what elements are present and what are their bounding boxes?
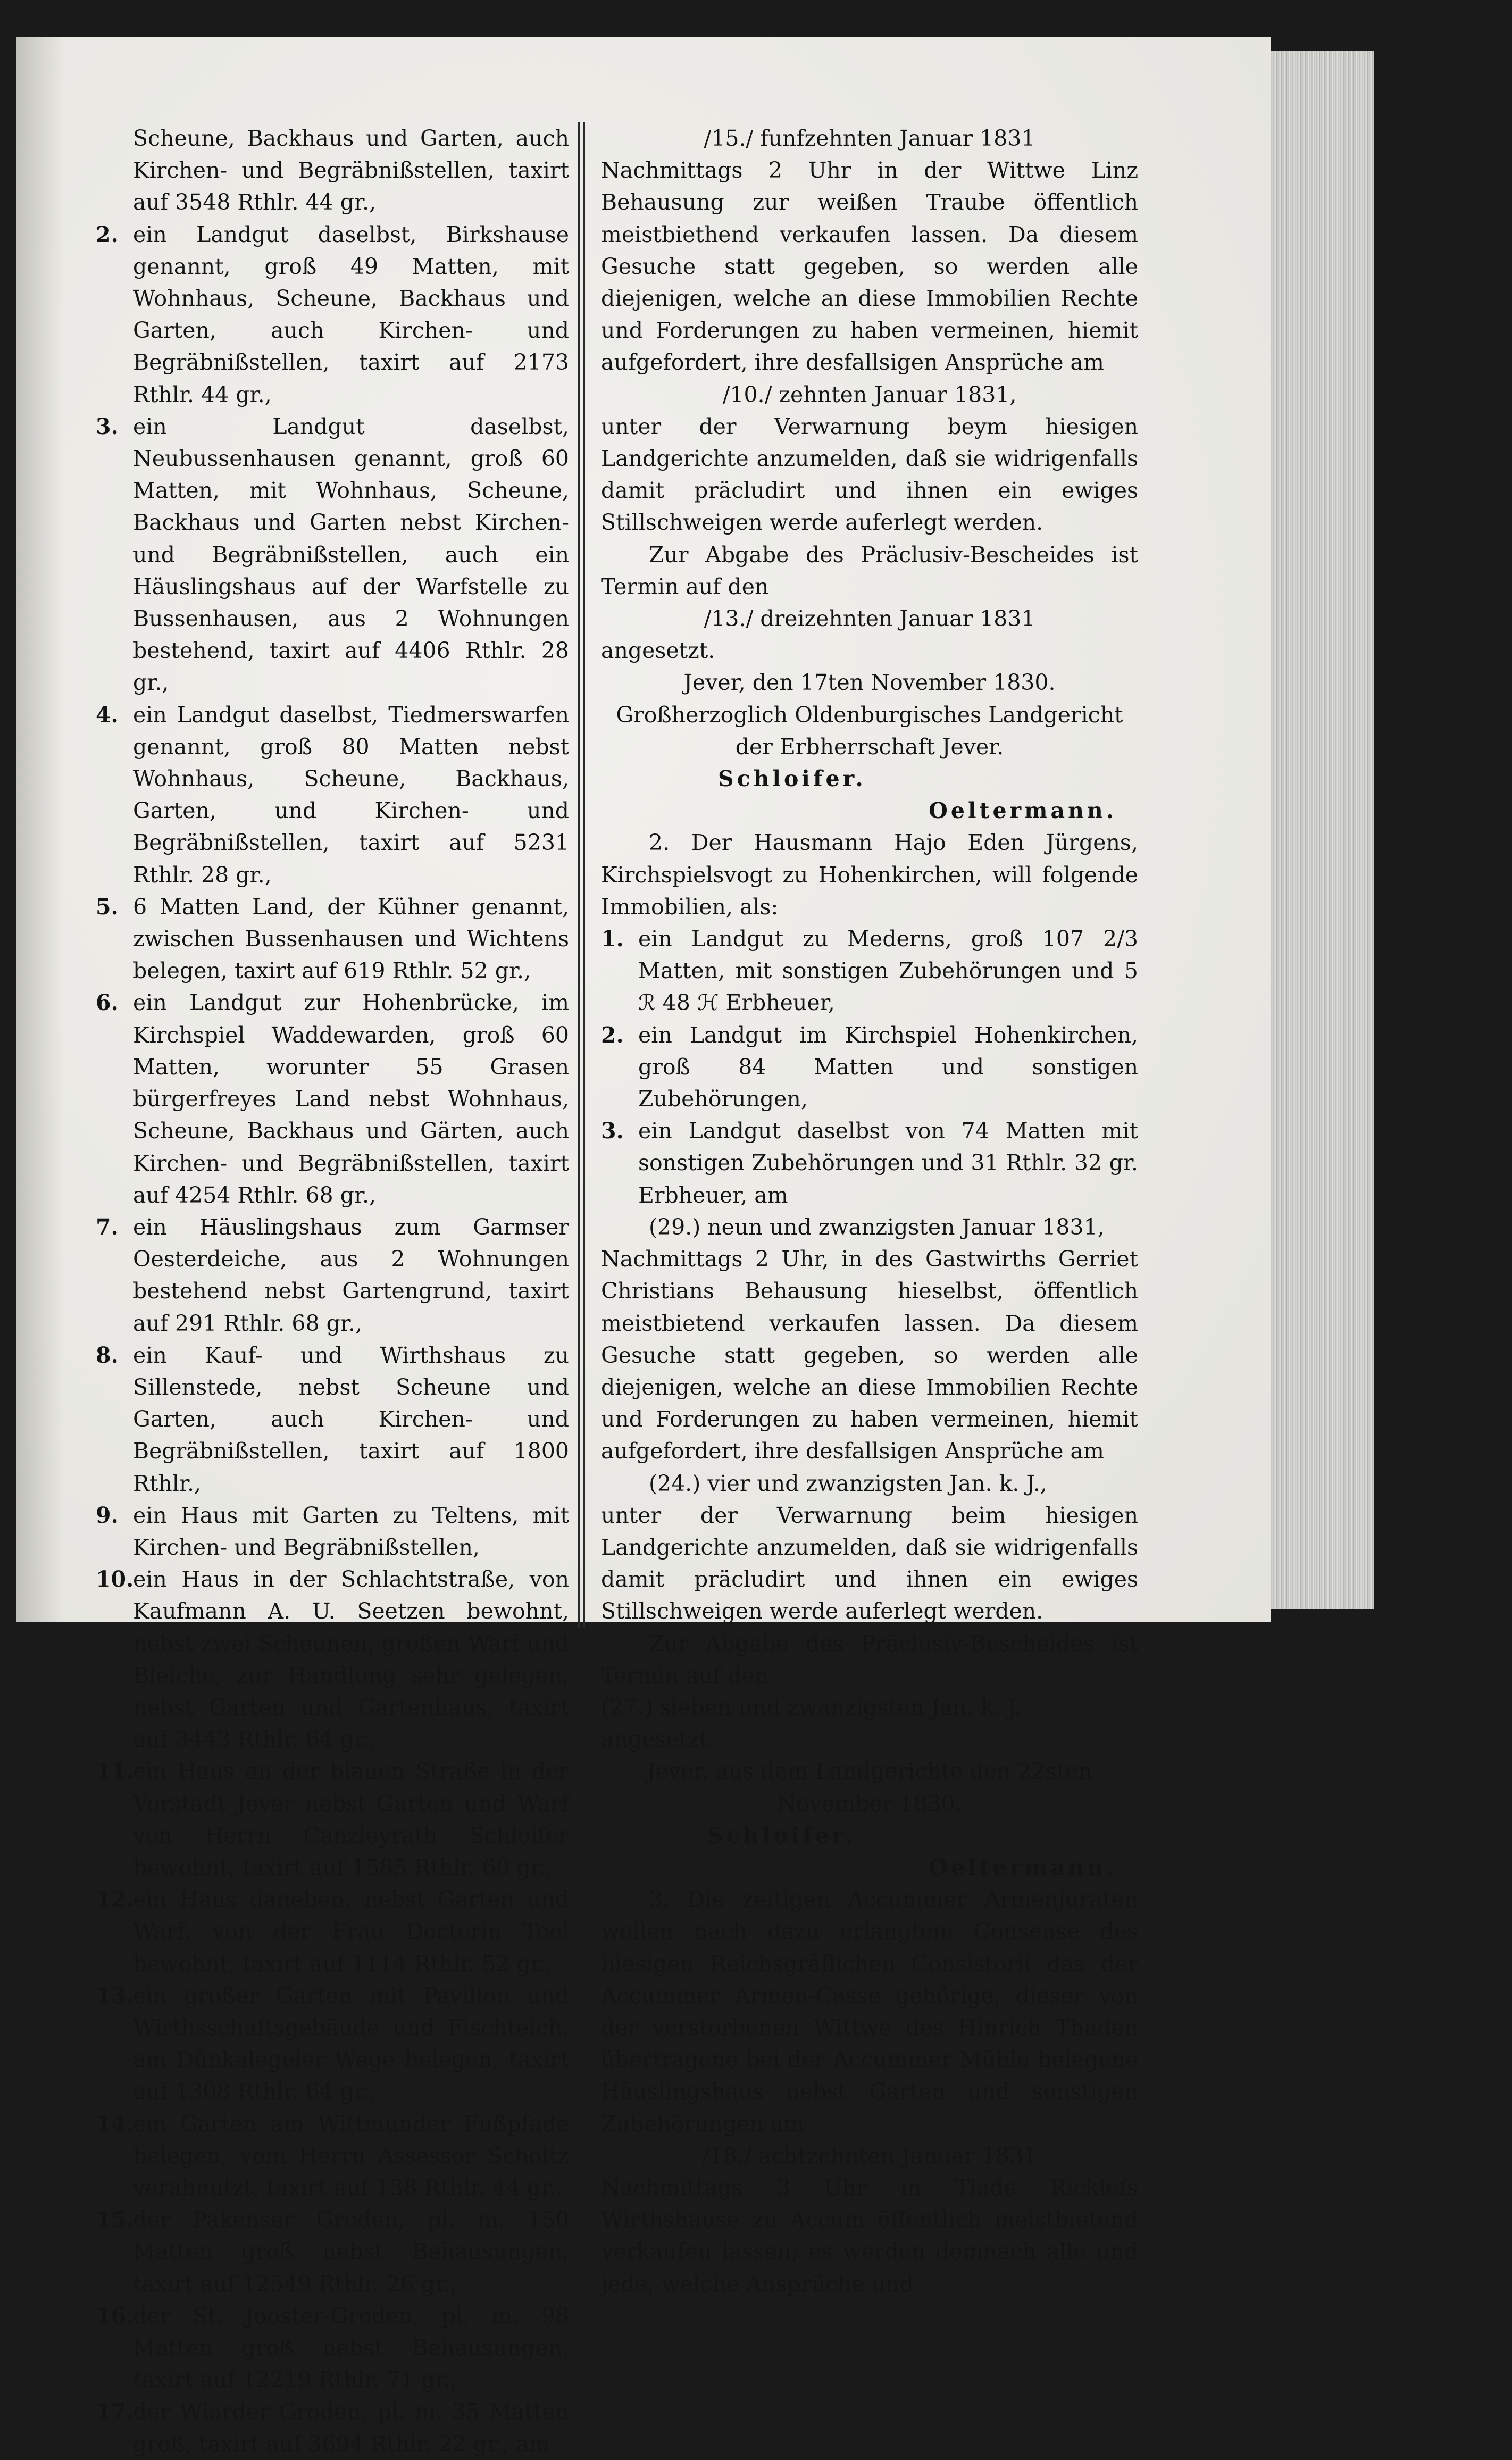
item-text: ein Landgut im Kirchspiel Hohenkirchen, groß 84 Matten und sonstigen Zubehörungen, (638, 1022, 1138, 1112)
list-item (96, 987, 569, 1211)
item-number: 4. (96, 702, 119, 728)
claim-date-2: (24.) vier und zwanzigsten Jan. k. J., (649, 1470, 1047, 1496)
item-text: der St. Jooster-Groden, pl. m. 98 Matten groß nebst Behausungen, taxirt auf 12219 Rthlr. 71 gr., (133, 2303, 569, 2393)
item-number: 10. (96, 1566, 134, 1592)
book-page-edges (1266, 51, 1374, 1609)
list-item (96, 2108, 569, 2204)
notice-paragraph-4: Nachmittags 2 Uhr, in des Gastwirths Gerriet Christians Behausung hieselbst, öffentlich meistbietend verkaufen lassen. Da diesem Gesuche statt gegeben, so werden alle diejenigen, welche an diese Immobilien Rechte und Forderungen zu haben vermeinen, hiemit aufgefordert, ihre desfallsigen Ansprüche am (601, 1246, 1138, 1464)
list-item (96, 219, 569, 411)
auction-date-1: /15./ funfzehnten Januar 1831 (704, 126, 1035, 151)
angesetzt-2: angesetzt. (601, 1727, 715, 1753)
place-date-1: Jever, den 17ten November 1830. (683, 670, 1056, 696)
left-item-list (96, 219, 569, 2460)
list-item (96, 2204, 569, 2300)
right-column (601, 122, 1138, 2300)
notice-paragraph-8: Nachmittags 3 Uhr in Tiade Ricklefs Wirthshause zu Accum öffentlich meistbietend verkaufen lassen; es werden demnach alle und jede, welche Ansprüche und (601, 2174, 1138, 2297)
item-text: der Wiarder Groden, pl. m. 35 Matten groß, taxirt auf 3694 Rthlr. 22 gr., am (133, 2399, 569, 2457)
item-text: ein Landgut daselbst, Tiedmerswarfen genannt, groß 80 Matten nebst Wohnhaus, Scheune, Backhaus, Garten, und Kirchen- und Begräbnißstellen, taxirt auf 5231 Rthlr. 28 gr., (133, 702, 569, 888)
item-text: ein Garten am Wittmunder Fußpfade belegen, vom Herrn Assessor Scholtz verabnutzt, taxirt auf 138 Rthlr. 44 gr., (133, 2111, 569, 2200)
list-item (601, 1115, 1138, 1211)
place-date-2: Jever, aus dem Landgerichte den 22sten November 1830. (647, 1758, 1092, 1816)
item-text: ein Kauf- und Wirthshaus zu Sillenstede, nebst Scheune und Garten, auch Kirchen- und Begräbnißstellen, taxirt auf 1800 Rthlr., (133, 1342, 569, 1496)
section-2-item-list (601, 923, 1138, 1211)
claim-date-1: /10./ zehnten Januar 1831, (722, 381, 1017, 407)
list-item (601, 1019, 1138, 1115)
list-item (96, 1211, 569, 1339)
list-item (96, 1499, 569, 1563)
item-number: 15. (96, 2207, 134, 2233)
document-page (16, 37, 1271, 2457)
item-number: 11. (96, 1758, 134, 1784)
item-text: ein Haus mit Garten zu Teltens, mit Kirchen- und Begräbnißstellen, (133, 1502, 569, 1560)
item-number: 16. (96, 2303, 134, 2329)
signature-schloifer-1: Schloifer. (718, 766, 866, 792)
list-item (96, 891, 569, 987)
notice-paragraph-1: Nachmittags 2 Uhr in der Wittwe Linz Behausung zur weißen Traube öffentlich meistbiethend verkaufen lassen. Da diesem Gesuche statt gegeben, so werden alle diejenigen, welche an diese Immobilien Rechte und Forderungen zu haben vermeinen, hiemit aufgefordert, ihre desfallsigen Ansprüche am (601, 157, 1138, 376)
angesetzt-1: angesetzt. (601, 638, 715, 664)
signature-line-2 (601, 1820, 1138, 1852)
auction-date-2: (29.) neun und zwanzigsten Januar 1831, (649, 1214, 1105, 1240)
item-text: ein großer Garten mit Pavillon und Wirthsschaftsgebäude und Fischteich, am Dünkalegeler Wege belegen, taxirt auf 1308 Rthlr. 64 gr., (133, 1982, 569, 2105)
notice-paragraph-3: Zur Abgabe des Präclusiv-Bescheides ist Termin auf den (601, 541, 1138, 599)
notice-paragraph-2: unter der Verwarnung beym hiesigen Landgerichte anzumelden, daß sie widrigenfalls damit präcludirt und ihnen ein ewiges Stillschweigen werde auferlegt werden. (601, 413, 1138, 536)
list-item (96, 1755, 569, 1883)
list-item (96, 1883, 569, 1980)
item-number: 3. (601, 1118, 624, 1144)
list-item (96, 1980, 569, 2108)
list-item (96, 1339, 569, 1499)
item-number: 7. (96, 1214, 119, 1240)
list-item (96, 2396, 569, 2459)
list-item (96, 1563, 569, 1755)
list-item (96, 699, 569, 891)
left-intro: Scheune, Backhaus und Garten, auch Kirchen- und Begräbnißstellen, taxirt auf 3548 Rthlr. 44 gr., (133, 126, 569, 215)
auction-date-3: /18./ achtzehnten Januar 1831 (701, 2142, 1038, 2169)
item-text: ein Landgut daselbst, Neubussenhausen genannt, groß 60 Matten, mit Wohnhaus, Scheune, Backhaus und Garten nebst Kirchen- und Begräbnißstellen, auch ein Häuslingshaus auf der Warfstelle zu Bussenhausen, aus 2 Wohnungen bestehend, taxirt auf 4406 Rthlr. 28 gr., (133, 413, 569, 696)
item-number: 3. (96, 413, 119, 439)
item-text: ein Haus daneben, nebst Garten und Warf, von der Frau Doctorin Toel bewohnt, taxirt auf 1114 Rthlr. 52 gr., (133, 1887, 569, 1977)
item-text: ein Landgut zur Hohenbrücke, im Kirchspiel Waddewarden, groß 60 Matten, worunter 55 Grasen bürgerfreyes Land nebst Wohnhaus, Scheune, Backhaus und Gärten, auch Kirchen- und Begräbnißstellen, taxirt auf 4254 Rthlr. 68 gr., (133, 990, 569, 1208)
list-item (96, 411, 569, 699)
item-text: ein Haus an der blauen Straße in der Vorstadt Jever nebst Garten und Warf von Herrn Canzleyrath Schloifer bewohnt, taxirt auf 1585 Rthlr. 60 gr., (133, 1758, 569, 1880)
item-text: 6 Matten Land, der Kühner genannt, zwischen Bussenhausen und Wichtens belegen, taxirt auf 619 Rthlr. 52 gr., (133, 894, 569, 984)
item-number: 17. (96, 2399, 134, 2425)
signature-line-1 (601, 763, 1138, 795)
item-number: 1. (601, 926, 624, 952)
item-text: ein Haus in der Schlachtstraße, von Kaufmann A. U. Seetzen bewohnt, nebst zwei Scheunen, großen Warf und Bleiche, zur Handlung sehr gelegen, nebst Garten und Gartenhaus, taxirt auf 3443 Rthlr. 64 gr., (133, 1566, 569, 1753)
item-text: der Pakenser Groden, pl. m. 150 Matten groß nebst Behausungen, taxirt auf 12549 Rthlr. 26 gr., (133, 2207, 569, 2297)
section-2-intro: 2. Der Hausmann Hajo Eden Jürgens, Kirchspielsvogt zu Hohenkirchen, will folgende Immobilien, als: (601, 830, 1138, 920)
signature-oeltermann-1: Oeltermann. (929, 798, 1117, 824)
court-name: Großherzoglich Oldenburgisches Landgericht der Erbherrschaft Jever. (616, 702, 1123, 760)
item-number: 12. (96, 1887, 134, 1913)
item-number: 2. (601, 1022, 624, 1048)
item-text: ein Landgut daselbst, Birkshause genannt, groß 49 Matten, mit Wohnhaus, Scheune, Backhaus und Garten, auch Kirchen- und Begräbnißstellen, taxirt auf 2173 Rthlr. 44 gr., (133, 221, 569, 407)
term-date-2: (27.) sieben und zwanzigsten Jan. k. J. (601, 1694, 1022, 1720)
page-gutter-shadow (16, 37, 64, 1622)
left-column (96, 122, 569, 2460)
notice-paragraph-7: 3. Die zeitigen Accummer Armenjuraten wollen nach dazu erlangtem Consense des hiesigen Reichsgräflichen Consistorii das der Accummer Armen-Casse gehörige, dieser von der verstorbenen Wittwe des Hinrich Thaden übertragene bei der Accummer Mühle belegene Häuslingshaus nebst Garten und sonstigen Zubehörungen am (601, 1887, 1138, 2137)
item-number: 6. (96, 990, 119, 1016)
item-number: 5. (96, 894, 119, 920)
list-item (96, 2300, 569, 2396)
column-divider (577, 122, 587, 1628)
notice-paragraph-5: unter der Verwarnung beim hiesigen Landgerichte anzumelden, daß sie widrigenfalls damit präcludirt und ihnen ein ewiges Stillschweigen werde auferlegt werden. (601, 1502, 1138, 1624)
signature-oeltermann-2: Oeltermann. (929, 1854, 1117, 1880)
notice-paragraph-6: Zur Abgabe des Präclusiv-Bescheides ist Termin auf den (601, 1630, 1138, 1688)
list-item (601, 923, 1138, 1019)
item-number: 8. (96, 1342, 119, 1368)
item-text: ein Häuslingshaus zum Garmser Oesterdeiche, aus 2 Wohnungen bestehend nebst Gartengrund, taxirt auf 291 Rthlr. 68 gr., (133, 1214, 569, 1336)
item-number: 9. (96, 1502, 119, 1528)
signature-schloifer-2: Schloifer. (707, 1822, 856, 1848)
item-number: 13. (96, 1982, 134, 2008)
item-text: ein Landgut daselbst von 74 Matten mit sonstigen Zubehörungen und 31 Rthlr. 32 gr. Erbheuer, am (638, 1118, 1138, 1208)
item-text: ein Landgut zu Mederns, groß 107 2/3 Matten, mit sonstigen Zubehörungen und 5 ℛ 48 ℋ Erbheuer, (638, 926, 1138, 1016)
item-number: 2. (96, 221, 119, 247)
item-number: 14. (96, 2111, 134, 2137)
term-date-1: /13./ dreizehnten Januar 1831 (704, 606, 1035, 632)
